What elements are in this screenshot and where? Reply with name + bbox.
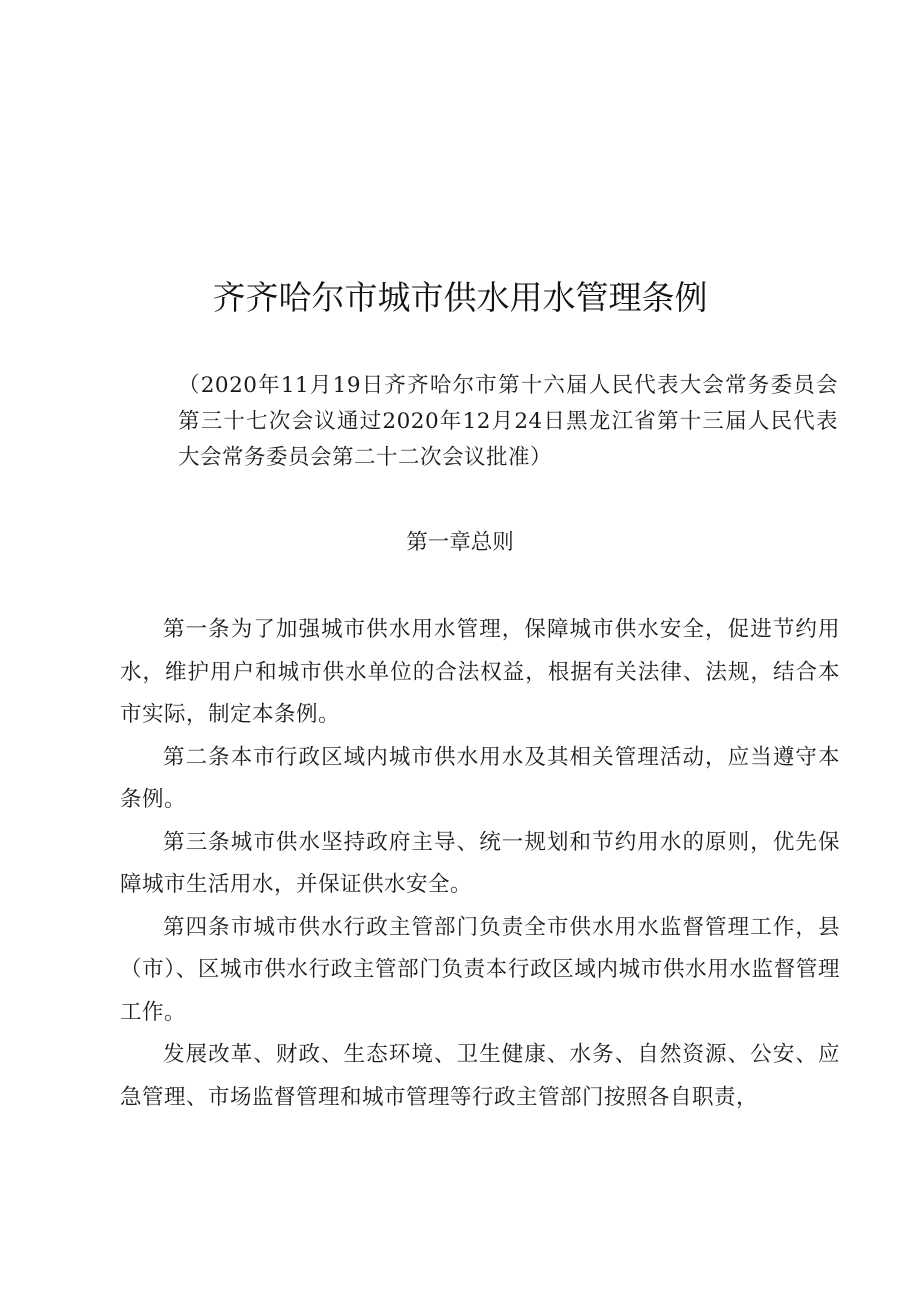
document-body (120, 609, 840, 1119)
article-3-paragraph: 第三条城市供水坚持政府主导、统一规划和节约用水的原则，优先保障城市生活用水，并保证供水安全。 (120, 829, 840, 897)
article-4-paragraph: 第四条市城市供水行政主管部门负责全市供水用水监督管理工作，县（市）、区城市供水行政主管部门负责本行政区域内城市供水用水监督管理工作。 (120, 914, 840, 1025)
article-2-paragraph: 第二条本市行政区域内城市供水用水及其相关管理活动，应当遵守本条例。 (120, 744, 840, 812)
adoption-note: （2020年11月19日齐齐哈尔市第十六届人民代表大会常务委员会第三十七次会议通过2020年12月24日黑龙江省第十三届人民代表大会常务委员会第二十二次会议批准） (178, 373, 838, 470)
article-4-continuation-paragraph: 发展改革、财政、生态环境、卫生健康、水务、自然资源、公安、应急管理、市场监督管理和城市管理等行政主管部门按照各自职责， (120, 1042, 840, 1110)
article-1-paragraph: 第一条为了加强城市供水用水管理，保障城市供水安全，促进节约用水，维护用户和城市供水单位的合法权益，根据有关法律、法规，结合本市实际，制定本条例。 (120, 617, 840, 727)
document-title: 齐齐哈尔市城市供水用水管理条例 (212, 278, 708, 318)
chapter-heading: 第一章总则 (406, 530, 514, 555)
